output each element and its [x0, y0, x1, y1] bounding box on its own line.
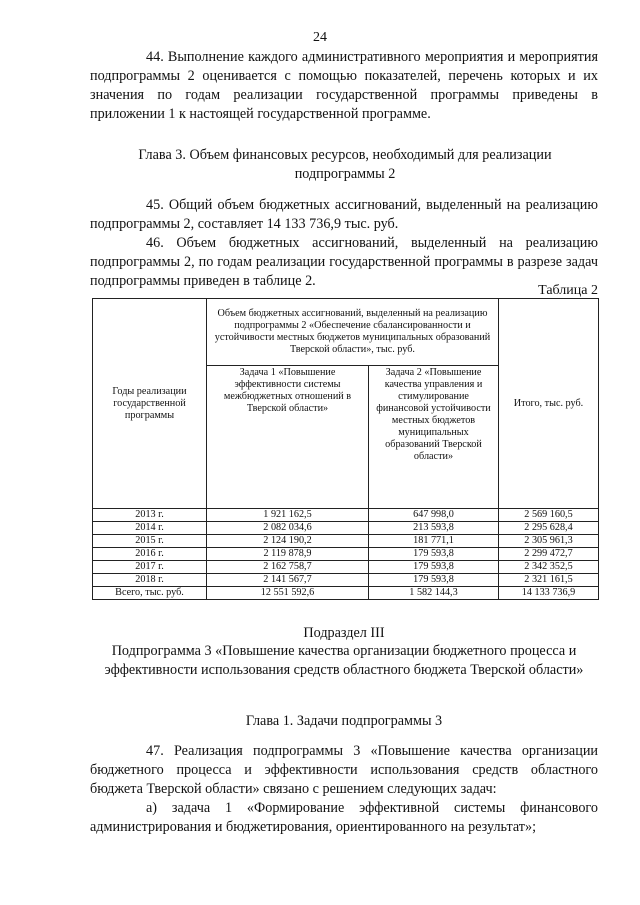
- cell-total: 2 299 472,7: [499, 548, 599, 561]
- table-row: [93, 561, 599, 574]
- subsection-3-title: Подпрограмма 3 «Повышение качества организации бюджетного процесса и эффективности использования средств областного бюджета Тверской области»: [104, 643, 584, 678]
- page-number: 24: [313, 30, 327, 45]
- cell-year: 2016 г.: [93, 548, 207, 561]
- cell-year: 2013 г.: [93, 509, 207, 522]
- chapter-1-heading: Глава 1. Задачи подпрограммы 3: [245, 713, 443, 729]
- item-a: а) задача 1 «Формирование эффективной системы финансового администрирования и бюджетирования, ориентированного на результат»;: [90, 800, 598, 835]
- subsection-3-label: Подраздел III: [303, 625, 385, 641]
- table-row: [93, 587, 599, 600]
- cell-task-1: 2 141 567,7: [207, 574, 369, 587]
- cell-task-1: 2 082 034,6: [207, 522, 369, 535]
- financing-table: [92, 298, 599, 600]
- cell-total: 2 295 628,4: [499, 522, 599, 535]
- table-row: [93, 509, 599, 522]
- cell-task-2: 647 998,0: [369, 509, 499, 522]
- cell-total: 2 569 160,5: [499, 509, 599, 522]
- cell-total: 2 321 161,5: [499, 574, 599, 587]
- cell-year: 2018 г.: [93, 574, 207, 587]
- cell-total: 2 305 961,3: [499, 535, 599, 548]
- cell-year: 2015 г.: [93, 535, 207, 548]
- cell-total: 14 133 736,9: [499, 587, 599, 600]
- paragraph-47: 47. Реализация подпрограммы 3 «Повышение качества организации бюджетного процесса и эффективности использования средств областного бюджета Тверской области» связано с решением следующих задач:: [90, 743, 598, 797]
- paragraph-45: 45. Общий объем бюджетных ассигнований, выделенный на реализацию подпрограммы 2, составляет 14 133 736,9 тыс. руб.: [90, 197, 598, 232]
- paragraph-44: 44. Выполнение каждого административного мероприятия и мероприятия подпрограммы 2 оценивается с помощью показателей, перечень которых и их значения по годам реализации государственной программы приведены в приложении 1 к настоящей государственной программе.: [90, 49, 598, 122]
- table-row: [93, 574, 599, 587]
- header-task-1: Задача 1 «Повышение эффективности системы межбюджетных отношений в Тверской области»: [207, 366, 369, 509]
- table-row: [93, 548, 599, 561]
- chapter-3-heading: Глава 3. Объем финансовых ресурсов, необходимый для реализации подпрограммы 2: [138, 147, 552, 182]
- cell-task-1: 12 551 592,6: [207, 587, 369, 600]
- cell-task-1: 2 124 190,2: [207, 535, 369, 548]
- table-row: [93, 522, 599, 535]
- header-years: Годы реализации государственной программы: [93, 299, 207, 509]
- header-group: Объем бюджетных ассигнований, выделенный на реализацию подпрограммы 2 «Обеспечение сбалансированности и устойчивости местных бюджетов муниципальных образований Тверской области», тыс. руб.: [207, 299, 499, 366]
- cell-task-2: 213 593,8: [369, 522, 499, 535]
- cell-task-2: 179 593,8: [369, 561, 499, 574]
- cell-task-2: 1 582 144,3: [369, 587, 499, 600]
- table-caption: Таблица 2: [538, 283, 598, 298]
- cell-total: 2 342 352,5: [499, 561, 599, 574]
- cell-task-2: 179 593,8: [369, 574, 499, 587]
- cell-task-1: 2 119 878,9: [207, 548, 369, 561]
- cell-task-2: 181 771,1: [369, 535, 499, 548]
- cell-year: Всего, тыс. руб.: [93, 587, 207, 600]
- table-row: [93, 535, 599, 548]
- cell-task-1: 1 921 162,5: [207, 509, 369, 522]
- cell-year: 2014 г.: [93, 522, 207, 535]
- header-task-2: Задача 2 «Повышение качества управления и стимулирование финансовой устойчивости местных бюджетов муниципальных образований Тверской области»: [369, 366, 499, 509]
- cell-task-1: 2 162 758,7: [207, 561, 369, 574]
- cell-task-2: 179 593,8: [369, 548, 499, 561]
- header-total: Итого, тыс. руб.: [499, 299, 599, 509]
- paragraph-46: 46. Объем бюджетных ассигнований, выделенный на реализацию подпрограммы 2, по годам реализации государственной программы в разрезе задач подпрограммы приведен в таблице 2.: [90, 235, 598, 289]
- cell-year: 2017 г.: [93, 561, 207, 574]
